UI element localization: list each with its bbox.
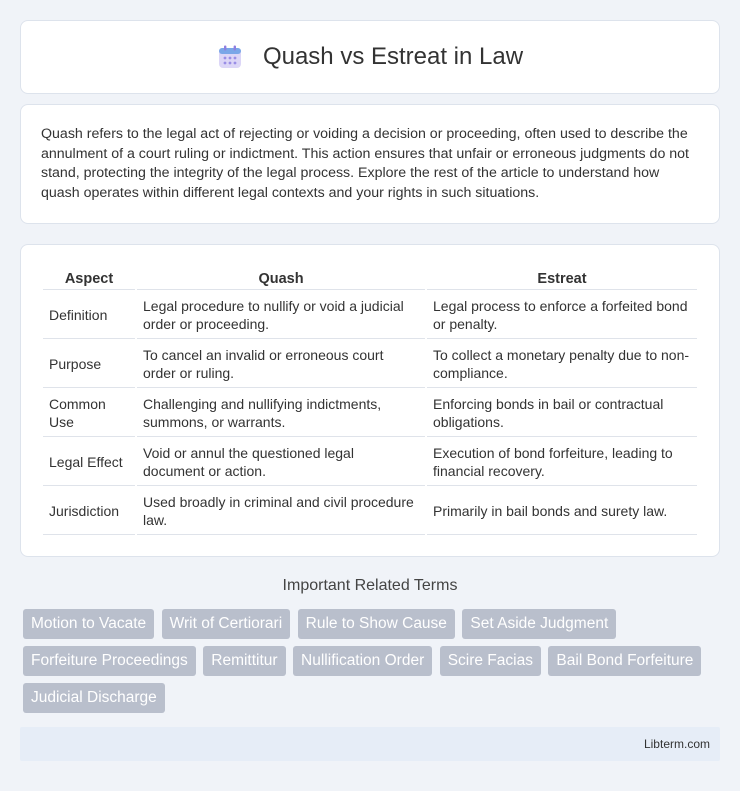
- column-header-estreat: Estreat: [427, 265, 697, 290]
- comparison-card: [20, 244, 720, 557]
- page-title: Quash vs Estreat in Law: [262, 43, 524, 70]
- column-header-quash: Quash: [137, 265, 425, 290]
- table-cell: Void or annul the questioned legal document or action.: [137, 439, 425, 486]
- footer: [20, 727, 720, 761]
- table-header-row: [43, 265, 697, 290]
- table-cell: Used broadly in criminal and civil procedure law.: [137, 488, 425, 535]
- related-term-tag[interactable]: Judicial Discharge: [23, 683, 165, 713]
- table-row: [43, 390, 697, 437]
- table-cell: Definition: [43, 292, 135, 339]
- table-row: [43, 292, 697, 339]
- table-cell: Execution of bond forfeiture, leading to financial recovery.: [427, 439, 697, 486]
- related-term-tag[interactable]: Set Aside Judgment: [462, 609, 616, 639]
- footer-site-link[interactable]: Libterm.com: [643, 737, 710, 751]
- table-cell: Legal process to enforce a forfeited bond or penalty.: [427, 292, 697, 339]
- related-term-tag[interactable]: Bail Bond Forfeiture: [548, 646, 701, 676]
- table-cell: Challenging and nullifying indictments, summons, or warrants.: [137, 390, 425, 437]
- related-term-tag[interactable]: Remittitur: [203, 646, 285, 676]
- table-cell: Enforcing bonds in bail or contractual obligations.: [427, 390, 697, 437]
- related-term-tag[interactable]: Scire Facias: [440, 646, 541, 676]
- calendar-icon: [217, 44, 243, 70]
- table-cell: Legal procedure to nullify or void a judicial order or proceeding.: [137, 292, 425, 339]
- related-term-tag[interactable]: Forfeiture Proceedings: [23, 646, 196, 676]
- column-header-aspect: Aspect: [43, 265, 135, 290]
- intro-card: [20, 104, 720, 224]
- table-row: [43, 488, 697, 535]
- table-cell: Common Use: [43, 390, 135, 437]
- table-cell: Purpose: [43, 341, 135, 388]
- related-term-tag[interactable]: Rule to Show Cause: [298, 609, 455, 639]
- table-cell: To cancel an invalid or erroneous court order or ruling.: [137, 341, 425, 388]
- table-row: [43, 439, 697, 486]
- table-row: [43, 341, 697, 388]
- related-term-tag[interactable]: Writ of Certiorari: [162, 609, 291, 639]
- table-cell: To collect a monetary penalty due to non-compliance.: [427, 341, 697, 388]
- related-term-tag[interactable]: Motion to Vacate: [23, 609, 154, 639]
- related-terms-title: Important Related Terms: [282, 577, 458, 594]
- related-term-tag[interactable]: Nullification Order: [293, 646, 432, 676]
- comparison-table: [41, 263, 699, 537]
- table-cell: Jurisdiction: [43, 488, 135, 535]
- related-terms-list: [23, 609, 723, 720]
- table-cell: Primarily in bail bonds and surety law.: [427, 488, 697, 535]
- title-card: [20, 20, 720, 94]
- table-cell: Legal Effect: [43, 439, 135, 486]
- intro-text: Quash refers to the legal act of rejecting or voiding a decision or proceeding, often used to describe the annulment of a court ruling or indictment. This action ensures that unfair or erroneous judgments do not stand, protecting the integrity of the legal process. Explore the rest of the article to understand how quash operates within different legal contexts and your rights in such situations.: [41, 126, 689, 201]
